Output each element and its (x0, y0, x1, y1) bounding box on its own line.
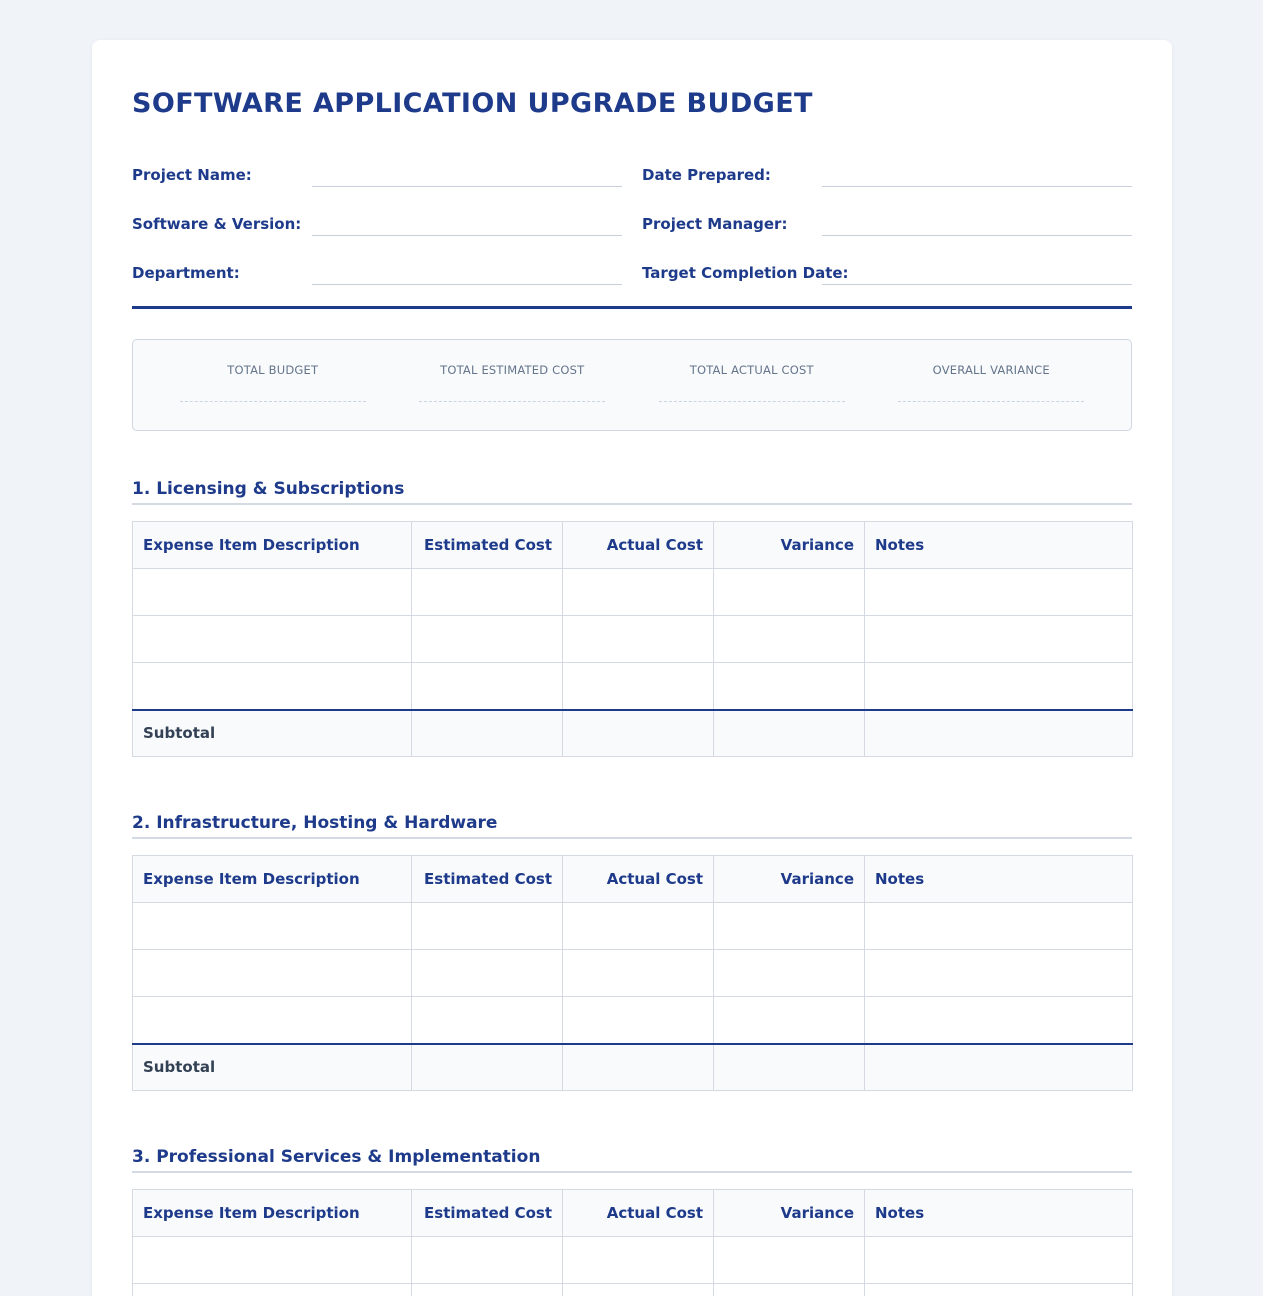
subtotal-notes-cell[interactable] (865, 1044, 1133, 1091)
variance-cell[interactable] (714, 997, 865, 1044)
actual-cell[interactable] (563, 663, 714, 710)
estimated-cell[interactable] (412, 950, 563, 997)
col-actual-header: Actual Cost (563, 1190, 714, 1237)
budget-form (92, 40, 1172, 1296)
notes-cell[interactable] (865, 616, 1133, 663)
col-estimated-header: Estimated Cost (412, 1190, 563, 1237)
actual-cell[interactable] (563, 997, 714, 1044)
table-row (133, 1284, 1133, 1296)
variance-cell[interactable] (714, 569, 865, 616)
col-variance-header: Variance (714, 856, 865, 903)
notes-cell[interactable] (865, 1237, 1133, 1284)
project-name-input[interactable] (312, 167, 622, 187)
department-field (132, 236, 622, 285)
expense-table (132, 1189, 1133, 1296)
total-estimated-input[interactable] (419, 401, 605, 402)
table-row (133, 616, 1133, 663)
table-header-row (133, 1190, 1133, 1237)
estimated-cell[interactable] (412, 903, 563, 950)
variance-cell[interactable] (714, 903, 865, 950)
project-name-label: Project Name: (132, 166, 252, 184)
notes-cell[interactable] (865, 950, 1133, 997)
estimated-cell[interactable] (412, 997, 563, 1044)
expense-table (132, 521, 1133, 757)
description-cell[interactable] (133, 616, 412, 663)
notes-cell[interactable] (865, 1284, 1133, 1296)
date-prepared-label: Date Prepared: (642, 166, 771, 184)
subtotal-row (133, 710, 1133, 757)
summary-total-actual (632, 340, 872, 430)
estimated-cell[interactable] (412, 663, 563, 710)
software-version-field (132, 187, 622, 236)
subtotal-variance-cell[interactable] (714, 1044, 865, 1091)
overall-variance-input[interactable] (898, 401, 1084, 402)
summary-overall-variance (872, 340, 1112, 430)
project-name-field (132, 138, 622, 187)
section-title: 1. Licensing & Subscriptions (132, 457, 1132, 505)
target-completion-label: Target Completion Date: (642, 264, 849, 282)
variance-cell[interactable] (714, 950, 865, 997)
notes-cell[interactable] (865, 903, 1133, 950)
col-notes-header: Notes (865, 856, 1133, 903)
col-description-header: Expense Item Description (133, 1190, 412, 1237)
subtotal-label: Subtotal (133, 710, 412, 757)
description-cell[interactable] (133, 1237, 412, 1284)
project-manager-input[interactable] (822, 216, 1132, 236)
description-cell[interactable] (133, 903, 412, 950)
total-actual-label: TOTAL ACTUAL COST (689, 363, 814, 377)
subtotal-actual-cell[interactable] (563, 1044, 714, 1091)
table-header-row (133, 856, 1133, 903)
col-actual-header: Actual Cost (563, 522, 714, 569)
variance-cell[interactable] (714, 1284, 865, 1296)
target-completion-input[interactable] (822, 265, 1132, 285)
subtotal-notes-cell[interactable] (865, 710, 1133, 757)
subtotal-label: Subtotal (133, 1044, 412, 1091)
actual-cell[interactable] (563, 616, 714, 663)
actual-cell[interactable] (563, 1237, 714, 1284)
col-notes-header: Notes (865, 1190, 1133, 1237)
table-row (133, 903, 1133, 950)
project-info-fields (132, 138, 1132, 285)
expense-table (132, 855, 1133, 1091)
total-budget-label: TOTAL BUDGET (227, 363, 319, 377)
date-prepared-input[interactable] (822, 167, 1132, 187)
notes-cell[interactable] (865, 663, 1133, 710)
table-header-row (133, 522, 1133, 569)
subtotal-row (133, 1044, 1133, 1091)
estimated-cell[interactable] (412, 1237, 563, 1284)
description-cell[interactable] (133, 663, 412, 710)
estimated-cell[interactable] (412, 1284, 563, 1296)
total-actual-input[interactable] (659, 401, 845, 402)
col-notes-header: Notes (865, 522, 1133, 569)
summary-total-estimated (393, 340, 633, 430)
col-description-header: Expense Item Description (133, 522, 412, 569)
variance-cell[interactable] (714, 616, 865, 663)
subtotal-estimated-cell[interactable] (412, 710, 563, 757)
page-title: SOFTWARE APPLICATION UPGRADE BUDGET (132, 88, 813, 119)
section-title: 2. Infrastructure, Hosting & Hardware (132, 791, 1132, 839)
description-cell[interactable] (133, 1284, 412, 1296)
actual-cell[interactable] (563, 1284, 714, 1296)
col-estimated-header: Estimated Cost (412, 856, 563, 903)
estimated-cell[interactable] (412, 569, 563, 616)
total-estimated-label: TOTAL ESTIMATED COST (440, 363, 585, 377)
description-cell[interactable] (133, 569, 412, 616)
estimated-cell[interactable] (412, 616, 563, 663)
table-row (133, 997, 1133, 1044)
col-variance-header: Variance (714, 522, 865, 569)
project-manager-label: Project Manager: (642, 215, 788, 233)
actual-cell[interactable] (563, 903, 714, 950)
variance-cell[interactable] (714, 663, 865, 710)
col-estimated-header: Estimated Cost (412, 522, 563, 569)
table-row (133, 569, 1133, 616)
section-title: 3. Professional Services & Implementation (132, 1125, 1132, 1173)
table-row (133, 1237, 1133, 1284)
overall-variance-label: OVERALL VARIANCE (932, 363, 1050, 377)
description-cell[interactable] (133, 997, 412, 1044)
table-row (133, 950, 1133, 997)
variance-cell[interactable] (714, 1237, 865, 1284)
description-cell[interactable] (133, 950, 412, 997)
summary-panel (132, 339, 1132, 431)
col-description-header: Expense Item Description (133, 856, 412, 903)
software-version-input[interactable] (312, 216, 622, 236)
subtotal-actual-cell[interactable] (563, 710, 714, 757)
subtotal-variance-cell[interactable] (714, 710, 865, 757)
actual-cell[interactable] (563, 569, 714, 616)
summary-total-budget (153, 340, 393, 430)
actual-cell[interactable] (563, 950, 714, 997)
target-completion-field (642, 236, 1132, 285)
department-label: Department: (132, 264, 240, 282)
total-budget-input[interactable] (180, 401, 366, 402)
notes-cell[interactable] (865, 997, 1133, 1044)
col-actual-header: Actual Cost (563, 856, 714, 903)
header-divider (132, 306, 1132, 309)
date-prepared-field (642, 138, 1132, 187)
department-input[interactable] (312, 265, 622, 285)
project-manager-field (642, 187, 1132, 236)
col-variance-header: Variance (714, 1190, 865, 1237)
table-row (133, 663, 1133, 710)
notes-cell[interactable] (865, 569, 1133, 616)
subtotal-estimated-cell[interactable] (412, 1044, 563, 1091)
software-version-label: Software & Version: (132, 215, 302, 233)
